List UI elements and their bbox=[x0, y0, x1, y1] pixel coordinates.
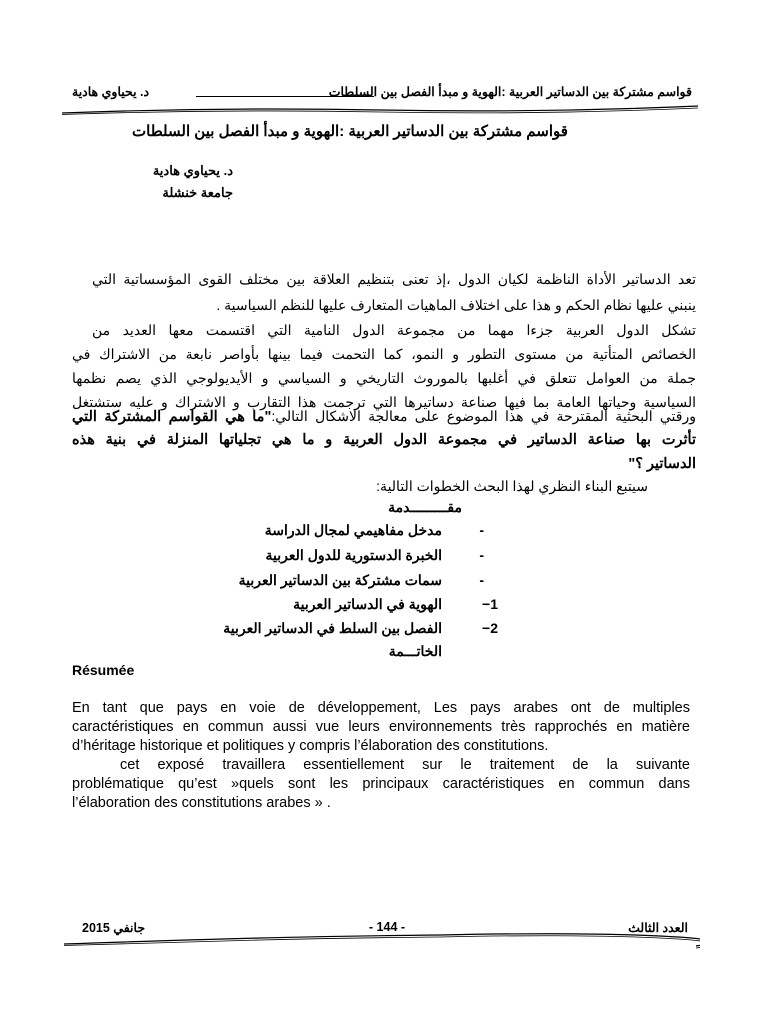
outline-introduction: مقـــــــــدمة bbox=[388, 499, 462, 515]
outline-item: الفصل بين السلط في الدساتير العربية bbox=[223, 620, 442, 636]
outline-item: الخبرة الدستورية للدول العربية bbox=[265, 547, 442, 563]
running-header-title: قواسم مشتركة بين الدساتير العربية :الهوية و مبدأ الفصل بين السلطات bbox=[328, 85, 692, 99]
outline-marker: 2− bbox=[482, 620, 498, 636]
author-name: د. يحياوي هادية bbox=[152, 163, 233, 178]
resume-line: d’héritage historique et politiques y compris l’élaboration des constitutions. bbox=[72, 738, 549, 754]
body-line: ينبني عليها نظام الحكم و هذا على اختلاف الماهيات المتعارف عليها للنظم السياسية . bbox=[216, 297, 696, 313]
header-divider-curve bbox=[60, 101, 700, 117]
running-header-rule bbox=[196, 96, 374, 97]
problem-question-start: "ما هي القواسم المشتركة التي bbox=[72, 409, 272, 425]
resume-line: l’élaboration des constitutions arabes » . bbox=[72, 795, 331, 811]
outline-conclusion: الخاتـــمة bbox=[388, 643, 442, 659]
body-line: تشكل الدول العربية جزءا مهما من مجموعة الدول النامية التي اقتسمت معها العديد من bbox=[92, 322, 696, 338]
body-line: السياسية وحياتها العامة بما فيها صناعة دساتيرها التي ترجمت هذا التقارب و الاشتراك و عليه ستشتغل bbox=[72, 394, 696, 410]
body-line: الخصائص المتأتية من مستوى التطور و النمو، كما التحمت فيما بينها بأواصر نابعة من الاشتراك في bbox=[72, 346, 696, 362]
problem-statement-line bbox=[72, 407, 696, 426]
footer-issue: العدد الثالث bbox=[628, 921, 688, 935]
resume-heading: Résumée bbox=[72, 662, 135, 678]
resume-line: problématique qu’est »quels sont les principaux caractéristiques en commun dans bbox=[72, 776, 690, 792]
problem-intro: ورقتي البحثية المقترحة في هذا الموضوع على معالجة الاشكال التالي: bbox=[271, 408, 697, 424]
outline-item: الهوية في الدساتير العربية bbox=[293, 596, 442, 612]
article-title: قواسم مشتركة بين الدساتير العربية :الهوية و مبدأ الفصل بين السلطات bbox=[132, 123, 568, 140]
author-affiliation: جامعة خنشلة bbox=[162, 185, 233, 200]
plan-intro: سيتبع البناء النظري لهذا البحث الخطوات التالية: bbox=[376, 478, 648, 494]
outline-marker: - bbox=[479, 547, 484, 563]
resume-line: En tant que pays en voie de développement, Les pays arabes ont de multiples bbox=[72, 700, 690, 716]
resume-line: caractéristiques en commun aussi vue leurs environnements très rapprochés en matière bbox=[72, 719, 690, 735]
problem-statement-line: تأثرت بها صناعة الدساتير في مجموعة الدول العربية و ما هي تجلياتها المنزلة في بنية هذه bbox=[72, 432, 696, 448]
outline-marker: 1− bbox=[482, 596, 498, 612]
footer-date: جانفي 2015 bbox=[82, 921, 146, 935]
outline-marker: - bbox=[479, 572, 484, 588]
outline-item: سمات مشتركة بين الدساتير العربية bbox=[238, 572, 442, 588]
body-line: جملة من العوامل تتعلق في أغلبها بالموروث التاريخي و السياسي و الأيديولوجي الذي يصم نظمها bbox=[72, 370, 696, 386]
outline-item: مدخل مفاهيمي لمجال الدراسة bbox=[264, 522, 442, 538]
running-header-author: د. يحياوي هادية bbox=[72, 85, 150, 99]
resume-line: cet exposé travaillera essentiellement sur le traitement de la suivante bbox=[120, 757, 690, 773]
problem-statement-line: الدساتير ؟" bbox=[628, 456, 696, 472]
page-number: - 144 - bbox=[368, 920, 406, 934]
outline-marker: - bbox=[479, 522, 484, 538]
body-line: تعد الدساتير الأداة الناظمة لكيان الدول ،إذ تعنى بتنظيم العلاقة بين مختلف القوى المؤسساتية التي bbox=[92, 271, 696, 287]
